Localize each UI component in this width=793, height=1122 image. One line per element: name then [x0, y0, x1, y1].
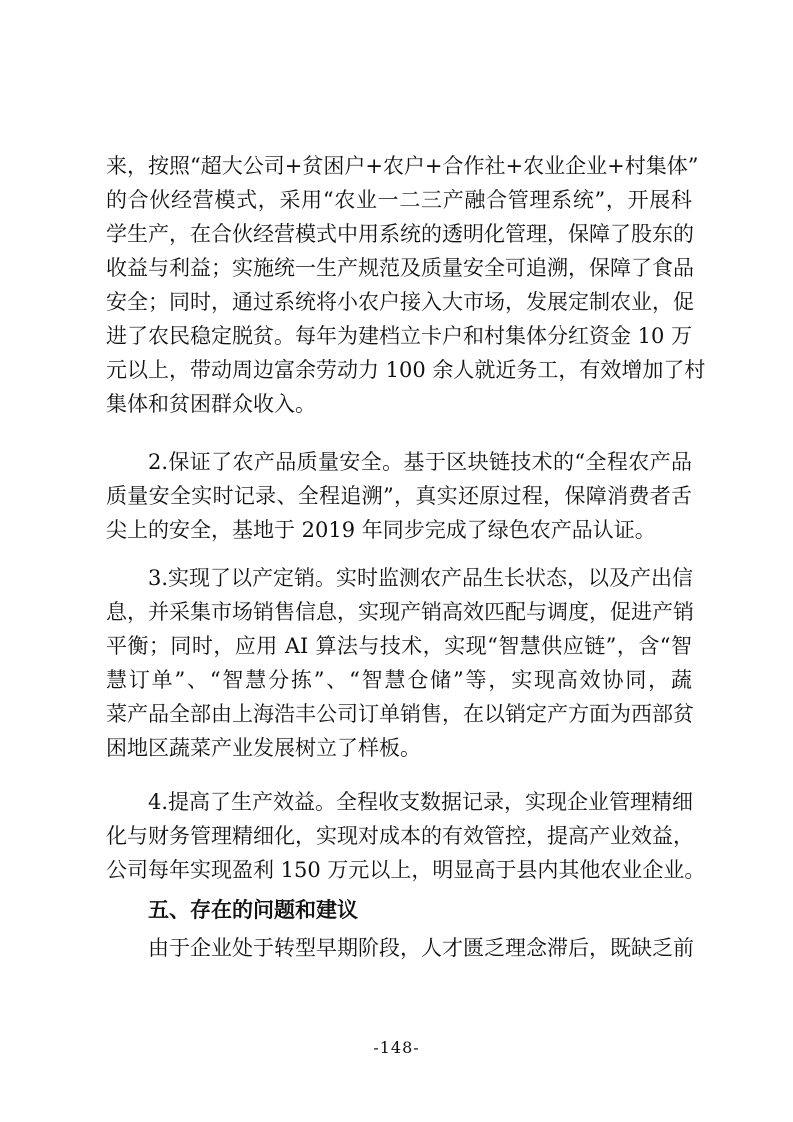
- text-line: 菜产品全部由上海浩丰公司订单销售，在以销定产方面为西部贫: [106, 702, 694, 726]
- text-line: 由于企业处于转型早期阶段，人才匮乏理念滞后，既缺乏前: [148, 936, 694, 960]
- text-line: 进了农民稳定脱贫。每年为建档立卡户和村集体分红资金 10 万: [106, 324, 693, 348]
- text-line: 公司每年实现盈利 150 万元以上，明显高于县内其他农业企业。: [106, 858, 706, 882]
- text-line: 的合伙经营模式，采用“农业一二三产融合管理系统”，开展科: [106, 188, 692, 212]
- text-line: 学生产，在合伙经营模式中用系统的透明化管理，保障了股东的: [106, 222, 694, 246]
- text-line: 安全；同时，通过系统将小农户接入大市场，发展定制农业，促: [106, 290, 694, 314]
- text-line: 慧订单”、“智慧分拣”、“智慧仓储”等，实现高效协同，蔬: [106, 668, 692, 692]
- text-line: 质量安全实时记录、全程追溯”，真实还原过程，保障消费者舌: [106, 484, 692, 508]
- text-line: 困地区蔬菜产业发展树立了样板。: [106, 736, 421, 760]
- text-line: 元以上，带动周边富余劳动力 100 余人就近务工，有效增加了村: [106, 358, 706, 382]
- page-number: -148-: [373, 1038, 420, 1057]
- section-heading: 五、存在的问题和建议: [148, 898, 358, 922]
- text-line: 收益与利益；实施统一生产规范及质量安全可追溯，保障了食品: [106, 256, 694, 280]
- text-line: 化与财务管理精细化，实现对成本的有效管控，提高产业效益，: [106, 824, 694, 848]
- text-line: 4.提高了生产效益。全程收支数据记录，实现企业管理精细: [148, 790, 694, 814]
- text-line: 集体和贫困群众收入。: [106, 392, 316, 416]
- text-line: 息，并采集市场销售信息，实现产销高效匹配与调度，促进产销: [106, 600, 694, 624]
- text-line: 来，按照“超大公司+贫困户+农户+合作社+农业企业+村集体”: [106, 154, 699, 178]
- text-line: 2.保证了农产品质量安全。基于区块链技术的“全程农产品: [148, 450, 692, 474]
- text-line: 3.实现了以产定销。实时监测农产品生长状态，以及产出信: [148, 566, 694, 590]
- text-line: 平衡；同时，应用 AI 算法与技术，实现“智慧供应链”，含“智: [106, 634, 692, 658]
- text-line: 尖上的安全，基地于 2019 年同步完成了绿色农产品认证。: [106, 518, 656, 542]
